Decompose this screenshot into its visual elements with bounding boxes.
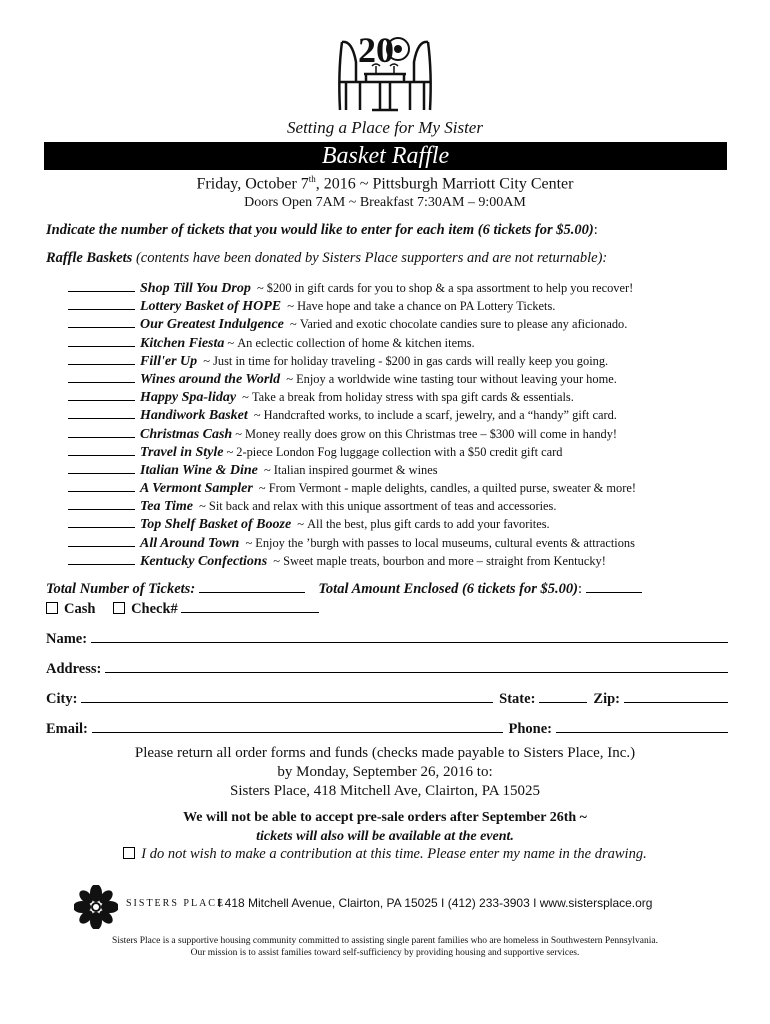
raffle-item-description: Sit back and relax with this unique assortment of teas and accessories. [208, 499, 557, 514]
check-number-field[interactable] [181, 599, 319, 613]
instruction-text: Indicate the number of tickets that you would like to enter for each item (6 tickets for $5.00): [46, 222, 598, 238]
ticket-count-field[interactable] [68, 388, 135, 401]
raffle-item-separator: ~ [200, 353, 214, 368]
ticket-count-field[interactable] [68, 334, 135, 347]
ticket-count-field[interactable] [68, 279, 135, 292]
raffle-item-row [68, 461, 748, 479]
cash-checkbox[interactable] [46, 602, 58, 614]
raffle-item-name: Shop Till You Drop [140, 281, 251, 296]
raffle-item-row [68, 297, 748, 315]
ticket-count-field[interactable] [68, 479, 135, 492]
raffle-item-row [68, 334, 748, 352]
event-logo [280, 22, 490, 140]
footer-org-name: SISTERS PLACE [126, 898, 226, 909]
state-field[interactable] [539, 689, 587, 703]
doors-open-line: Doors Open 7AM ~ Breakfast 7:30AM – 9:00AM [244, 195, 526, 210]
check-checkbox[interactable] [113, 602, 125, 614]
raffle-item-description: $200 in gift cards for you to shop & a spa assortment to help you recover! [266, 281, 634, 295]
table-setting-logo-icon [280, 22, 490, 118]
total-amount-field[interactable] [586, 579, 642, 593]
raffle-item-separator: ~ [286, 317, 300, 332]
payment-options: Cash Check# [46, 599, 319, 618]
email-row: Email: Phone: [46, 719, 728, 738]
phone-field[interactable] [556, 719, 728, 733]
raffle-item-separator: ~ [270, 553, 284, 568]
address-field[interactable] [105, 659, 728, 673]
ticket-count-field[interactable] [68, 534, 135, 547]
ticket-count-field[interactable] [68, 425, 135, 438]
raffle-item-separator: ~ [255, 481, 269, 496]
raffle-item-name: Italian Wine & Dine [140, 462, 258, 478]
raffle-item-description: From Vermont - maple delights, candles, a quilted purse, sweater & more! [268, 481, 636, 496]
raffle-item-description: Have hope and take a chance on PA Lottery Tickets. [297, 299, 556, 314]
logo-number: 20 [358, 30, 394, 70]
raffle-item-row [68, 443, 748, 461]
raffle-item-name: Top Shelf Basket of Booze [140, 517, 292, 533]
ticket-count-field[interactable] [68, 352, 135, 365]
raffle-item-row [68, 406, 748, 424]
raffle-item-row [68, 388, 748, 406]
raffle-item-row [68, 479, 748, 497]
raffle-item-name: Lottery Basket of HOPE [140, 299, 282, 315]
raffle-item-row [68, 534, 748, 552]
sisters-place-flower-icon [74, 885, 118, 929]
raffle-item-description: Money really does grow on this Christmas tree – $300 will come in handy! [245, 426, 618, 441]
ticket-count-field[interactable] [68, 315, 135, 328]
no-contribution-checkbox[interactable] [123, 847, 135, 859]
ticket-count-field[interactable] [68, 461, 135, 474]
mission-statement: Sisters Place is a supportive housing community committed to assisting single parent families who are homeless in Southwestern Pennsylvania. Our mission is to assist families toward self-sufficiency by providing housing and supportive services. [112, 936, 658, 958]
name-field[interactable] [91, 629, 728, 643]
raffle-item-list [68, 279, 748, 570]
raffle-item-description: Just in time for holiday traveling - $200 in gas cards will really keep you going. [213, 353, 609, 368]
raffle-item-row [68, 315, 748, 333]
raffle-item-row [68, 352, 748, 370]
email-field[interactable] [92, 719, 503, 733]
footer-address: I 418 Mitchell Avenue, Clairton, PA 15025 I (412) 233-3903 I www.sistersplace.org [218, 896, 653, 910]
raffle-item-name: Kitchen Fiesta [140, 335, 225, 351]
raffle-heading: Raffle Baskets (contents have been donated by Sisters Place supporters and are not returnable): [46, 250, 608, 266]
city-field[interactable] [81, 689, 493, 703]
totals-row: Total Number of Tickets: Total Amount Enclosed (6 tickets for $5.00): [46, 579, 736, 598]
raffle-item-row [68, 515, 748, 533]
raffle-item-description: Take a break from holiday stress with spa gift cards & essentials. [251, 390, 574, 405]
no-contribution-row: I do not wish to make a contribution at this time. Please enter my name in the drawing. [0, 846, 770, 863]
raffle-item-separator: ~ [250, 408, 264, 423]
raffle-item-name: Happy Spa-liday [140, 390, 237, 406]
ticket-count-field[interactable] [68, 406, 135, 419]
raffle-item-separator: ~ [242, 535, 256, 550]
raffle-item-description: Enjoy the ’burgh with passes to local museums, cultural events & attractions [255, 535, 635, 550]
raffle-item-row [68, 279, 748, 297]
ticket-count-field[interactable] [68, 443, 135, 456]
raffle-item-name: Our Greatest Indulgence [140, 317, 284, 333]
address-row: Address: [46, 659, 728, 678]
raffle-item-row [68, 497, 748, 515]
return-instructions: Please return all order forms and funds (checks made payable to Sisters Place, Inc.) by Monday, September 26, 2016 to: Sisters Place, 418 Mitchell Ave, Clairton, PA 15025 [134, 745, 636, 799]
raffle-item-description: Handcrafted works, to include a scarf, jewelry, and a “handy” gift card. [263, 408, 617, 423]
ticket-count-field[interactable] [68, 370, 135, 383]
raffle-item-separator: ~ [196, 499, 209, 514]
raffle-item-description: 2-piece London Fog luggage collection with a $50 credit gift card [236, 444, 563, 459]
zip-field[interactable] [624, 689, 728, 703]
raffle-item-description: An eclectic collection of home & kitchen items. [237, 335, 475, 350]
city-row: City: State: Zip: [46, 689, 728, 708]
raffle-item-separator: ~ [235, 426, 246, 441]
raffle-item-name: A Vermont Sampler [140, 481, 253, 497]
raffle-item-description: Enjoy a worldwide wine tasting tour without leaving your home. [296, 371, 617, 386]
page-title: Basket Raffle [44, 142, 727, 170]
logo-tagline: Setting a Place for My Sister [287, 118, 483, 137]
raffle-item-name: Kentucky Confections [140, 553, 268, 569]
raffle-item-name: Fill'er Up [140, 353, 198, 369]
raffle-item-row [68, 370, 748, 388]
raffle-item-name: Travel in Style [140, 444, 224, 460]
ticket-count-field[interactable] [68, 515, 135, 528]
raffle-item-name: Tea Time [140, 499, 194, 515]
raffle-item-name: Christmas Cash [140, 426, 233, 442]
raffle-item-separator: ~ [239, 390, 252, 405]
raffle-item-description: Italian inspired gourmet & wines [273, 462, 438, 477]
total-tickets-field[interactable] [199, 579, 305, 593]
ticket-count-field[interactable] [68, 552, 135, 565]
raffle-item-name: All Around Town [140, 535, 240, 551]
name-row: Name: [46, 629, 728, 648]
raffle-item-separator: ~ [253, 281, 267, 295]
raffle-item-separator: ~ [227, 335, 238, 350]
raffle-item-separator: ~ [226, 444, 237, 459]
raffle-item-name: Wines around the World [140, 371, 281, 387]
raffle-item-row [68, 425, 748, 443]
raffle-item-name: Handiwork Basket [140, 408, 248, 424]
raffle-item-description: Sweet maple treats, bourbon and more – straight from Kentucky! [283, 553, 606, 568]
raffle-item-row [68, 552, 748, 570]
raffle-item-separator: ~ [284, 299, 298, 314]
event-date-line: Friday, October 7th, 2016 ~ Pittsburgh Marriott City Center [196, 174, 574, 193]
raffle-item-separator: ~ [260, 462, 274, 477]
ticket-count-field[interactable] [68, 297, 135, 310]
raffle-item-description: Varied and exotic chocolate candies sure to please any aficionado. [299, 317, 628, 332]
raffle-item-separator: ~ [283, 371, 297, 386]
raffle-item-description: All the best, plus gift cards to add your favorites. [307, 517, 550, 532]
presale-warning: We will not be able to accept pre-sale orders after September 26th ~ tickets will also will be available at the event. [183, 810, 587, 844]
ticket-count-field[interactable] [68, 497, 135, 510]
raffle-item-separator: ~ [294, 517, 308, 532]
